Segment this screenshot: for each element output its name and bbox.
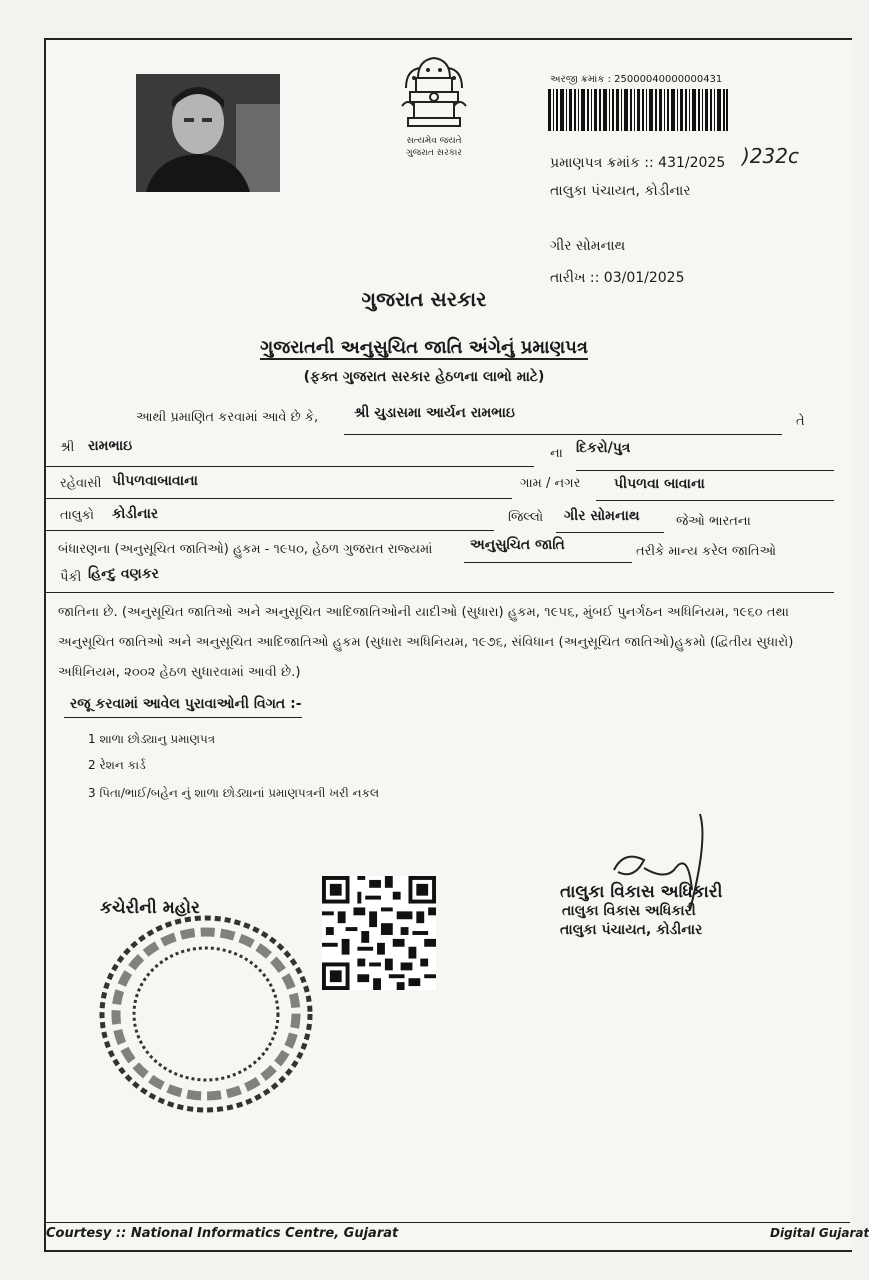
application-number: અરજી ક્રમાંક : 25000040000000431: [550, 74, 723, 85]
office-seal-label: કચેરીની મહોર: [100, 898, 200, 918]
category-line: [464, 562, 632, 563]
caste-line: [44, 592, 834, 593]
village-label: ગામ / નગર: [520, 476, 581, 491]
documents-heading: રજૂ કરવામાં આવેલ પુરાવાઓની વિગત :-: [70, 696, 302, 712]
resident-line: [44, 498, 512, 499]
barcode-icon: [548, 89, 728, 131]
taluka-value: કોડીનાર: [112, 506, 159, 522]
office-seal-icon: [92, 906, 320, 1116]
holder-name-line: [344, 434, 782, 435]
document-item-1: 1 શાળા છોડ્યાનુ પ્રમાણપત્ર: [88, 732, 216, 746]
shri-label: શ્રી: [60, 440, 75, 455]
signatory-title: તાલુકા વિકાસ અધિકારી: [560, 882, 723, 902]
document-item-2: 2 રેશન કાર્ડ: [88, 758, 146, 772]
district-label: જિલ્લો: [508, 510, 544, 525]
office-name: તાલુકા પંચાયત, કોડીનાર: [550, 183, 691, 199]
father-name-line: [44, 466, 534, 467]
legal-paragraph: [58, 598, 846, 688]
recognized-text: તરીકે માન્ય કરેલ જાતિઓ: [636, 544, 777, 559]
jeo-label: જેઓ ભારતના: [676, 514, 751, 529]
applicant-photo: [136, 74, 280, 192]
resident-value: પીપળવાબાવાના: [112, 473, 198, 489]
emblem-caption: [386, 135, 482, 159]
certificate-subtitle: (ફક્ત ગુજરાત સરકાર હેઠળના લાભો માટે): [303, 369, 545, 385]
certify-label: આથી પ્રમાણિત કરવામાં આવે છે કે,: [136, 410, 319, 425]
certificate-number: પ્રમાણપત્ર ક્રમાંક :: 431/2025: [550, 155, 726, 171]
relation: દિકરો/પુત્ર: [576, 440, 631, 456]
category-value: અનુસુચિત જાતિ: [470, 537, 565, 553]
village-value: પીપળવા બાવાના: [614, 476, 705, 492]
resident-label: રહેવાસી: [60, 476, 102, 491]
document-item-3: 3 પિતા/ભાઈ/બહેન નું શાળા છોડ્યાનાં પ્રમાણપત્રની ખરી નકલ: [88, 786, 380, 800]
village-line: [596, 500, 834, 501]
government-title: ગુજરાત સરકાર: [361, 287, 487, 311]
signatory-stamp-line1: તાલુકા વિકાસ અધિકારી: [562, 903, 696, 919]
footer-divider: [44, 1222, 850, 1223]
caste-value: હિન્દુ વણકર: [88, 566, 159, 582]
paragraph-line3: અધિનિયમ, ૨૦૦૨ હેઠળ સુધારવામાં આવી છે.): [58, 665, 301, 680]
na-label: ના: [550, 446, 563, 461]
emblem-caption-line2: ગુજરાત સરકાર: [406, 148, 462, 158]
father-name: રામભાઇ: [88, 438, 133, 454]
signatory-stamp-line2: તાલુકા પંચાયત, કોડીનાર: [560, 922, 703, 938]
qr-code-icon: [322, 876, 436, 990]
documents-heading-line: [64, 717, 302, 718]
certificate-title-text: ગુજરાતની અનુસુચિત જાતિ અંગેનું પ્રમાણપત્ર: [260, 337, 588, 358]
certificate-title: [0, 337, 848, 358]
taluka-label: તાલુકો: [60, 508, 95, 523]
taluka-line: [44, 530, 494, 531]
paiki-label: પૈકી: [60, 570, 82, 585]
holder-name: શ્રી ચુડાસમા આર્યન રામભાઇ: [354, 405, 515, 421]
handwritten-number: )232ᴄ: [742, 144, 799, 168]
footer-courtesy: Courtesy :: National Informatics Centre, Gujarat: [46, 1226, 399, 1241]
header-district: ગીર સોમનાથ: [550, 238, 626, 254]
constitution-text: બંધારણના (અનુસૂચિત જાતિઓ) હુકમ - ૧૯૫૦, હેઠળ ગુજરાત રાજ્યમાં: [58, 542, 433, 557]
district-line: [556, 532, 664, 533]
emblem-caption-line1: સત્યમેવ જયતે: [406, 136, 462, 146]
paragraph-line1: જાતિના છે. (અનુસૂચિત જાતિઓ અને અનુસૂચિત આદિજાતિઓની યાદીઓ (સુધારા) હુકમ, ૧૯૫૬, મુંબઈ પુનર્ગઠન અધિનિયમ, ૧૯૬૦ તથા: [58, 605, 789, 620]
te-label: તે: [796, 414, 805, 429]
issue-date: તારીખ :: 03/01/2025: [550, 270, 685, 286]
relation-line: [576, 470, 834, 471]
footer-digital: Digital Gujarat: [770, 1226, 869, 1240]
paragraph-line2: અનુસૂચિત જાતિઓ અને અનુસૂચિત આદિજાતિઓ હુકમ (સુધારા અધિનિયમ, ૧૯૭૬, સંવિધાન (અનુસૂચિત જાતિઓ)હુકમો (દ્વિતીય સુધારો): [58, 635, 794, 650]
district-value: ગીર સોમનાથ: [564, 508, 640, 524]
